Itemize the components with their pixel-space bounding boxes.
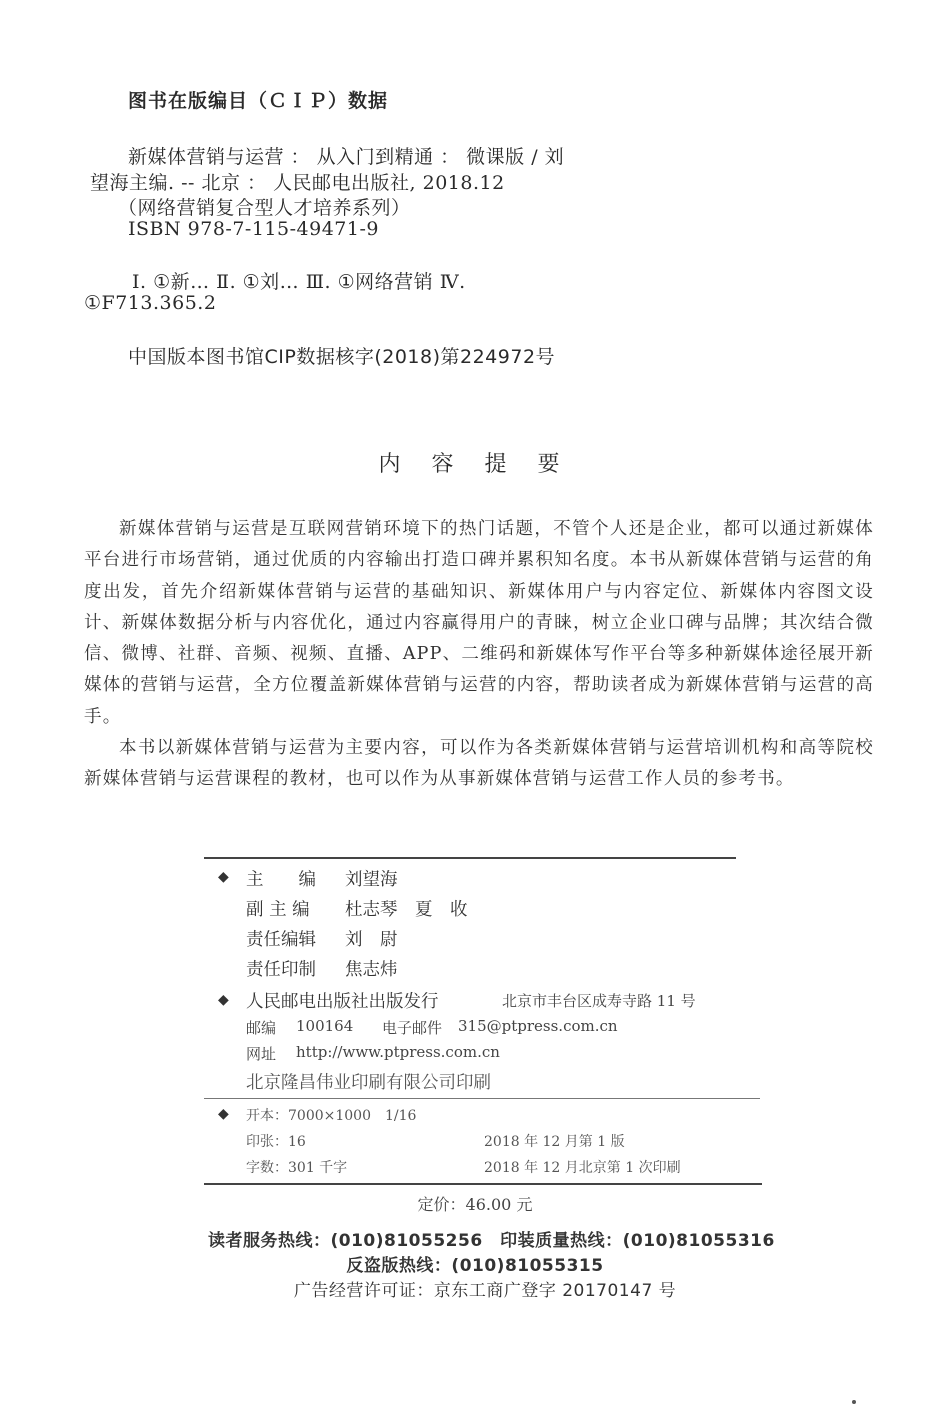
chief-editor: 刘望海 [345, 870, 398, 890]
spec-printing: 2018 年 12 月北京第 1 次印刷 [484, 1160, 681, 1176]
bullet-diamond-icon: ◆ [218, 869, 229, 885]
bullet-diamond-icon: ◆ [218, 1106, 229, 1122]
summary-title: 内 容 提 要 [378, 452, 572, 477]
publisher-name: 人民邮电出版社出版发行 [246, 992, 439, 1012]
specs-rule [204, 1098, 760, 1099]
cip-line-4: ISBN 978-7-115-49471-9 [128, 218, 379, 240]
email-label: 电子邮件 [382, 1019, 443, 1037]
hotline-service-quality: 读者服务热线：(010)81055256 印装质量热线：(010)81055316 [208, 1231, 775, 1251]
website: http://www.ptpress.com.cn [296, 1043, 500, 1061]
deputy-editors: 杜志琴 夏 收 [345, 900, 468, 920]
email: 315@ptpress.com.cn [458, 1017, 618, 1035]
summary-paragraph-2: 本书以新媒体营销与运营为主要内容，可以作为各类新媒体营销与运营培训机构和高等院校新媒体营销与运营课程的教材，也可以作为从事新媒体营销与运营工作人员的参考书。 [84, 738, 874, 790]
deputy-editor-label: 副 主 编 [246, 900, 310, 920]
printer: 北京隆昌伟业印刷有限公司印刷 [246, 1073, 491, 1093]
spec-edition: 2018 年 12 月第 1 版 [484, 1134, 625, 1150]
publisher-address: 北京市丰台区成寿寺路 11 号 [502, 992, 696, 1010]
cip-title: 图书在版编目（ＣＩＰ）数据 [128, 90, 389, 112]
postcode-label: 邮编 [246, 1019, 277, 1037]
responsible-print-label: 责任印制 [246, 960, 316, 980]
cip-line-2: 望海主编. -- 北京 ： 人民邮电出版社, 2018.12 [90, 172, 505, 194]
cip-line-1: 新媒体营销与运营 ： 从入门到精通 ： 微课版 / 刘 [128, 146, 565, 168]
credits-top-rule [204, 857, 736, 859]
spec-words: 字数：301 千字 [246, 1160, 348, 1176]
chief-editor-label: 主 编 [246, 870, 316, 890]
cip-line-6: ①F713.365.2 [84, 292, 217, 314]
ad-license: 广告经营许可证：京东工商广登字 20170147 号 [293, 1281, 677, 1301]
summary-paragraph-1: 新媒体营销与运营是互联网营销环境下的热门话题，不管个人还是企业，都可以通过新媒体平台进行市场营销，通过优质的内容输出打造口碑并累积知名度。本书从新媒体营销与运营的角度出发，首先介绍新媒体营销与运营的基础知识、新媒体用户与内容定位、新媒体内容图文设计、新媒体数据分析与内容优化，通过内容赢得用户的青睐，树立企业口碑与品牌；其次结合微信、微博、社群、音频、视频、直播、APP、二维码和新媒体写作平台等多种新媒体途径展开新媒体的营销与运营，全方位覆盖新媒体营销与运营的内容，帮助读者成为新媒体营销与运营的高手。 [84, 519, 874, 727]
specs-bottom-rule [204, 1183, 762, 1185]
hotline-anti-piracy: 反盗版热线：(010)81055315 [346, 1256, 604, 1276]
page-speck [852, 1400, 856, 1404]
website-label: 网址 [246, 1045, 277, 1063]
price: 定价：46.00 元 [417, 1195, 533, 1214]
postcode: 100164 [296, 1017, 354, 1035]
summary-body [84, 514, 874, 796]
bullet-diamond-icon: ◆ [218, 992, 229, 1008]
responsible-print: 焦志炜 [345, 960, 398, 980]
cip-line-5: Ⅰ. ①新… Ⅱ. ①刘… Ⅲ. ①网络营销 Ⅳ. [132, 271, 466, 293]
cip-line-7: 中国版本图书馆CIP数据核字(2018)第224972号 [128, 346, 556, 368]
responsible-editor-label: 责任编辑 [246, 930, 316, 950]
spec-format: 开本：7000×1000 1/16 [246, 1108, 417, 1124]
cip-line-3: （网络营销复合型人才培养系列） [118, 197, 411, 219]
spec-sheets: 印张：16 [246, 1134, 306, 1150]
responsible-editor: 刘 尉 [345, 930, 398, 950]
